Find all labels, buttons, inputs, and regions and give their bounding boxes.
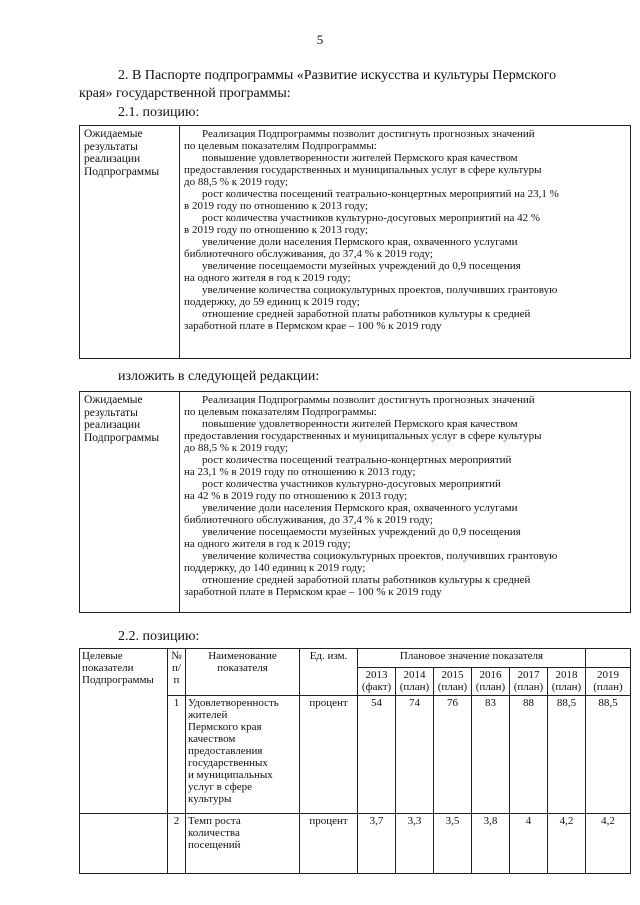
subheading-2-1: 2.1. позицию: [118,105,200,120]
header-empty-cell [586,649,631,668]
text-line: поддержку, до 140 единиц к 2019 году; [184,562,366,574]
name-line: Темп роста [188,815,241,827]
text-line: рост количества посещений театрально-концертных мероприятий [202,454,512,466]
name-line: Удовлетворенность [188,697,279,709]
year-note: (план) [513,681,544,693]
header-line: Целевые [82,650,123,662]
year-header-2018 [548,668,586,696]
header-line: № [171,650,182,662]
year-label: 2019 [597,669,619,681]
row-value-2014: 74 [396,696,434,814]
name-line: государственных [188,757,268,769]
year-note: (план) [399,681,430,693]
table-old-version [79,125,631,359]
row-value-2017: 4 [510,814,548,874]
text-line: предоставления государственных и муниципальных услуг в сфере культуры [184,164,542,176]
label-line: результаты [84,140,138,153]
year-label: 2013 [365,669,388,681]
year-header-2013 [358,668,396,696]
indicators-table [79,648,631,874]
row-value-2018: 4,2 [548,814,586,874]
text-line: рост количества посещений театрально-концертных мероприятий на 23,1 % [202,188,559,200]
text-line: в 2019 году по отношению к 2013 году; [184,200,369,212]
row-value-2014: 3,3 [396,814,434,874]
section-heading-line1: 2. В Паспорте подпрограммы «Развитие искусства и культуры Пермского [118,68,557,83]
text-line: на 23,1 % в 2019 году по отношению к 2013 году; [184,466,416,478]
header-indicator-name [186,649,300,696]
label-line: реализации [84,153,141,165]
header-plan-value: Плановое значение показателя [358,649,586,668]
year-note: (факт) [361,681,392,693]
header-target-indicators [80,649,168,814]
text-line: по целевым показателям Подпрограммы: [184,140,377,152]
subheading-2-2: 2.2. позицию: [118,629,200,644]
header-number [168,649,186,696]
row-value-2019: 88,5 [586,696,631,814]
name-line: посещений [188,839,241,851]
header-line: показателя [217,662,268,674]
row-value-2016: 3,8 [472,814,510,874]
text-line: в 2019 году по отношению к 2013 году; [184,224,369,236]
label-line: результаты [84,406,138,419]
year-label: 2016 [479,669,502,681]
year-note: (план) [593,681,623,693]
year-header-2014 [396,668,434,696]
name-line: Пермского края [188,721,262,733]
text-line: на одного жителя в год к 2019 году; [184,272,351,284]
text-line: библиотечного обслуживания, до 37,4 % к 2019 году; [184,514,433,526]
row-value-2013: 3,7 [358,814,396,874]
text-line: увеличение количества социокультурных проектов, получивших грантовую [202,550,558,562]
text-line: отношение средней заработной платы работников культуры к средней [202,308,531,320]
text-line: отношение средней заработной платы работников культуры к средней [202,574,531,586]
name-line: культуры [188,793,232,805]
text-line: на 42 % в 2019 году по отношению к 2013 году; [184,490,408,502]
row-value-2019: 4,2 [586,814,631,874]
year-note: (план) [437,681,468,693]
text-line: увеличение посещаемости музейных учреждений до 0,9 посещения [202,260,521,272]
row-value-2017: 88 [510,696,548,814]
text-line: Реализация Подпрограммы позволит достигнуть прогнозных значений [202,394,535,406]
name-line: услуг в сфере [188,781,252,793]
row-unit: процент [300,814,358,874]
name-line: предоставления [188,745,263,757]
table-new-version [79,391,631,613]
row-number: 2 [168,814,186,874]
table-old-text [180,126,631,359]
text-line: заработной плате в Пермском крае – 100 % к 2019 году [184,586,442,598]
name-line: и муниципальных [188,769,273,781]
header-line: Наименование [208,650,277,662]
row-value-2015: 3,5 [434,814,472,874]
year-label: 2018 [555,669,578,681]
text-line: до 88,5 % к 2019 году; [184,176,289,188]
text-line: рост количества участников культурно-досуговых мероприятий [202,478,501,490]
redaction-text: изложить в следующей редакции: [118,369,320,384]
name-line: качеством [188,733,236,745]
table-row [80,814,631,874]
year-header-2019 [586,668,631,696]
label-line: Подпрограммы [84,165,160,178]
row-value-2018: 88,5 [548,696,586,814]
row-number: 1 [168,696,186,814]
label-continuation-cell [80,814,168,874]
text-line: поддержку, до 59 единиц к 2019 году; [184,296,360,308]
text-line: предоставления государственных и муниципальных услуг в сфере культуры [184,430,542,442]
table-new-label [80,392,180,613]
row-value-2015: 76 [434,696,472,814]
year-header-2016 [472,668,510,696]
header-line: п/п [172,662,181,686]
header-line: Подпрограммы [82,674,154,686]
label-line: реализации [84,419,141,431]
text-line: на одного жителя в год к 2019 году; [184,538,351,550]
text-line: увеличение доли населения Пермского края, охваченного услугами [202,236,518,248]
row-unit: процент [300,696,358,814]
text-line: библиотечного обслуживания, до 37,4 % к 2019 году; [184,248,433,260]
text-line: увеличение посещаемости музейных учреждений до 0,9 посещения [202,526,521,538]
year-header-2017 [510,668,548,696]
text-line: до 88,5 % к 2019 году; [184,442,289,454]
table-old-label [80,126,180,359]
year-label: 2014 [403,669,426,681]
year-note: (план) [475,681,506,693]
name-line: количества [188,827,240,839]
year-note: (план) [551,681,582,693]
table-new-text [180,392,631,613]
text-line: рост количества участников культурно-досуговых мероприятий на 42 % [202,212,541,224]
text-line: Реализация Подпрограммы позволит достигнуть прогнозных значений [202,128,535,140]
label-line: Подпрограммы [84,431,160,444]
year-label: 2015 [441,669,464,681]
year-label: 2017 [517,669,540,681]
row-value-2013: 54 [358,696,396,814]
label-line: Ожидаемые [84,128,143,140]
row-indicator-name [186,814,300,874]
section-heading-line2: края» государственной программы: [79,86,291,101]
page-number: 5 [316,32,324,47]
header-unit: Ед. изм. [300,649,358,696]
text-line: повышение удовлетворенности жителей Пермского края качеством [202,152,518,164]
header-line: показатели [82,662,134,674]
name-line: жителей [188,709,228,721]
row-value-2016: 83 [472,696,510,814]
text-line: по целевым показателям Подпрограммы: [184,406,377,418]
text-line: повышение удовлетворенности жителей Пермского края качеством [202,418,518,430]
text-line: увеличение количества социокультурных проектов, получивших грантовую [202,284,558,296]
label-line: Ожидаемые [84,394,143,406]
row-indicator-name [186,696,300,814]
text-line: заработной плате в Пермском крае – 100 % к 2019 году [184,320,442,332]
text-line: увеличение доли населения Пермского края, охваченного услугами [202,502,518,514]
year-header-2015 [434,668,472,696]
